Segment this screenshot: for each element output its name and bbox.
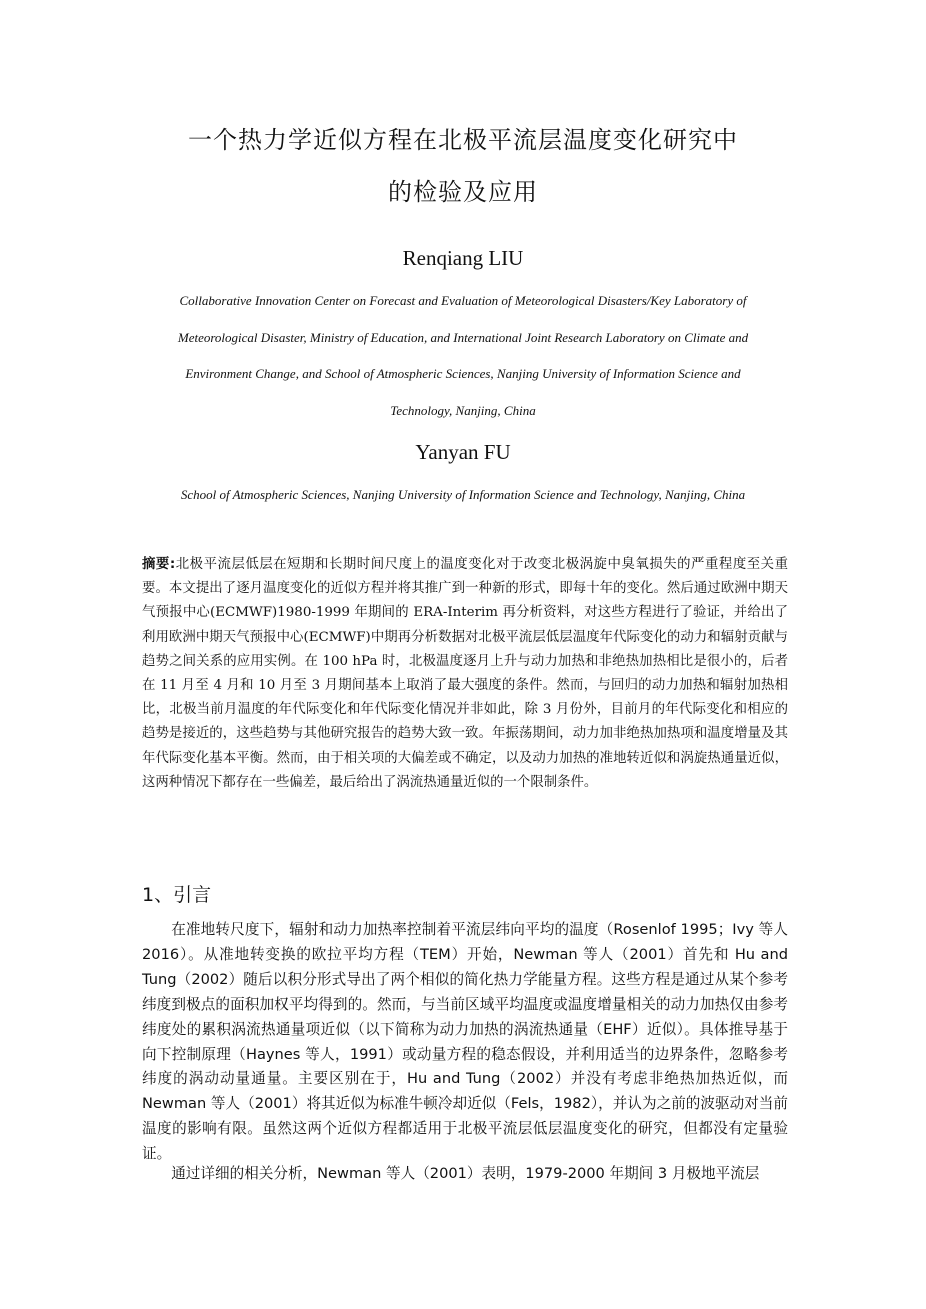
intro-paragraph-1: 在准地转尺度下，辐射和动力加热率控制着平流层纬向平均的温度（Rosenlof 1995；Ivy 等人 2016）。从准地转变换的欧拉平均方程（TEM）开始，Newman 等人（2001）首先和 Hu and Tung（2002）随后以积分形式导出了两个相似的简化热力学能量方程。这些方程是通过从某个参考纬度到极点的面积加权平均得到的。然而，与当前区域平均温度或温度增量相关的动力加热仅由参考纬度处的累积涡流热通量项近似（以下简称为动力加热的涡流热通量（EHF）近似）。具体推导基于向下控制原理（Haynes 等人，1991）或动量方程的稳态假设，并利用适当的边界条件，忽略参考纬度的涡动动量通量。主要区别在于，Hu and Tung（2002）并没有考虑非绝热加热近似，而 Newman 等人（2001）将其近似为标准牛顿冷却近似（Fels，1982），并认为之前的波驱动对当前温度的影响有限。虽然这两个近似方程都适用于北极平流层低层温度变化的研究，但都没有定量验证。 [142, 921, 788, 1163]
paper-title-line-1: 一个热力学近似方程在北极平流层温度变化研究中 [188, 126, 738, 154]
paper-title-line-2: 的检验及应用 [388, 178, 538, 206]
author-affiliation-1-line-1: Collaborative Innovation Center on Forecast and Evaluation of Meteorological Disasters/Key Laboratory of [179, 293, 747, 308]
abstract [142, 553, 788, 795]
section-heading-introduction: 1、引言 [142, 884, 212, 906]
author-affiliation-2-line-1: School of Atmospheric Sciences, Nanjing University of Information Science and Technology, Nanjing, China [180, 487, 746, 502]
author-affiliation-1-line-4: Technology, Nanjing, China [390, 403, 536, 418]
abstract-text: 北极平流层低层在短期和长期时间尺度上的温度变化对于改变北极涡旋中臭氧损失的严重程度至关重要。本文提出了逐月温度变化的近似方程并将其推广到一种新的形式，即每十年的变化。然后通过欧洲中期天气预报中心(ECMWF)1980-1999 年期间的 ERA-Interim 再分析资料，对这些方程进行了验证，并给出了利用欧洲中期天气预报中心(ECMWF)中期再分析数据对北极平流层低层温度年代际变化的动力和辐射贡献与趋势之间关系的应用实例。在 100 hPa 时，北极温度逐月上升与动力加热和非绝热加热相比是很小的，后者在 11 月至 4 月和 10 月至 3 月期间基本上取消了最大强度的条件。然而，与回归的动力加热和辐射加热相比，北极当前月温度的年代际变化和年代际变化情况并非如此，除 3 月份外，目前月的年代际变化和相应的趋势是接近的，这些趋势与其他研究报告的趋势大致一致。年振荡期间，动力加非绝热加热项和温度增量及其年代际变化基本平衡。然而，由于相关项的大偏差或不确定，以及动力加热的准地转近似和涡旋热通量近似，这两种情况下都存在一些偏差，最后给出了涡流热通量近似的一个限制条件。 [142, 557, 789, 790]
author-name-1: Renqiang LIU [402, 246, 524, 270]
intro-paragraph-2: 通过详细的相关分析，Newman 等人（2001）表明，1979-2000 年期间 3 月极地平流层 [171, 1165, 760, 1182]
author-affiliation-1-line-2: Meteorological Disaster, Ministry of Education, and International Joint Research Laboratory on Climate and [177, 330, 749, 345]
abstract-label: 摘要: [142, 557, 176, 572]
author-affiliation-1-line-3: Environment Change, and School of Atmospheric Sciences, Nanjing University of Information Science and [185, 366, 741, 381]
author-name-2: Yanyan FU [415, 440, 511, 464]
